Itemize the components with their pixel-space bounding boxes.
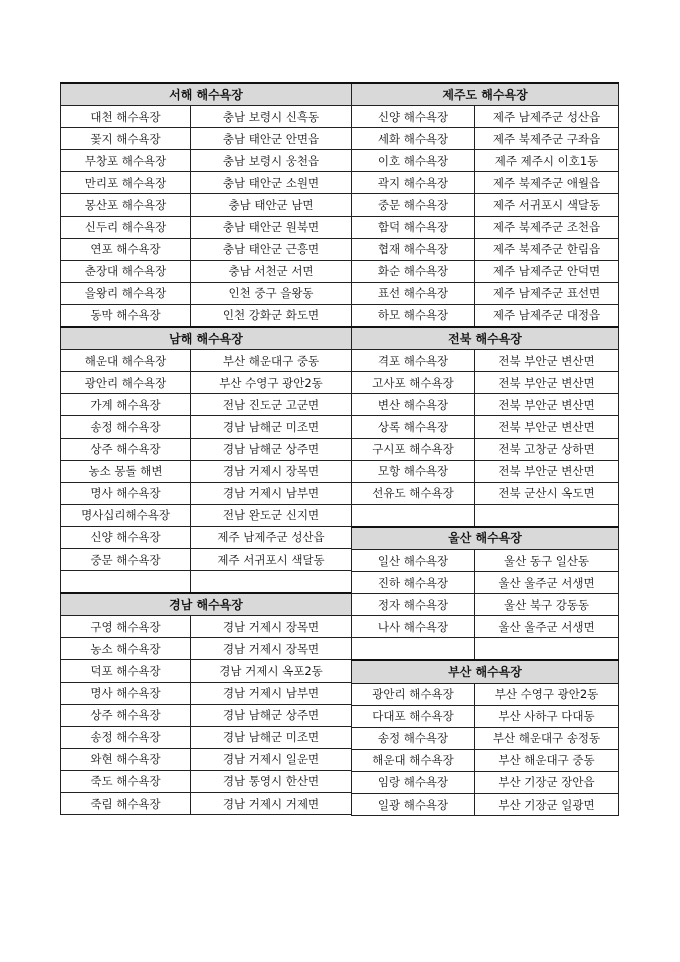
beach-location: 부산 해운대구 중동	[191, 350, 352, 372]
beach-name: 명사 해수욕장	[61, 682, 191, 704]
table-row	[352, 705, 619, 727]
beach-name: 협재 해수욕장	[352, 238, 475, 260]
beach-name: 광안리 해수욕장	[352, 683, 475, 705]
beach-location: 경남 남해군 상주면	[191, 438, 352, 460]
beach-location: 경남 거제시 남부면	[191, 482, 352, 504]
beach-name: 나사 해수욕장	[352, 616, 475, 638]
section-title: 경남 해수욕장	[61, 593, 352, 616]
beach-name: 구시포 해수욕장	[352, 438, 475, 460]
section-header-row	[352, 327, 619, 350]
beach-name: 동막 해수욕장	[61, 304, 191, 327]
right-table-body	[352, 83, 619, 816]
beach-name: 무창포 해수욕장	[61, 150, 191, 172]
beach-location	[475, 504, 619, 527]
beach-location: 충남 보령시 신흑동	[191, 106, 352, 128]
beach-name: 해운대 해수욕장	[352, 749, 475, 771]
table-row	[352, 482, 619, 504]
table-row	[352, 106, 619, 128]
beach-name: 명사 해수욕장	[61, 482, 191, 504]
beach-location: 충남 태안군 소원면	[191, 172, 352, 194]
table-row	[61, 504, 352, 526]
beach-location: 경남 남해군 상주면	[191, 704, 352, 726]
table-row	[61, 571, 352, 594]
table-row	[352, 438, 619, 460]
table-row	[61, 372, 352, 394]
beach-location: 제주 남제주군 성산읍	[475, 106, 619, 128]
section-header-row	[61, 83, 352, 106]
beach-location: 충남 태안군 원북면	[191, 216, 352, 238]
table-row	[61, 793, 352, 815]
beach-location: 전북 부안군 변산면	[475, 372, 619, 394]
table-row	[61, 460, 352, 482]
beach-location: 전북 부안군 변산면	[475, 416, 619, 438]
table-row	[61, 150, 352, 172]
beach-location: 경남 거제시 옥포2동	[191, 660, 352, 682]
beach-name: 신양 해수욕장	[61, 526, 191, 548]
section-header-row	[352, 660, 619, 683]
beach-location: 경남 거제시 거제면	[191, 793, 352, 815]
beach-location: 전북 부안군 변산면	[475, 350, 619, 372]
table-row	[61, 238, 352, 260]
beach-name: 죽림 해수욕장	[61, 793, 191, 815]
beach-location: 부산 기장군 장안읍	[475, 771, 619, 793]
beach-name: 상주 해수욕장	[61, 704, 191, 726]
section-title: 부산 해수욕장	[352, 660, 619, 683]
table-row	[61, 260, 352, 282]
beach-location: 부산 해운대구 송정동	[475, 727, 619, 749]
table-row	[352, 172, 619, 194]
table-row	[61, 726, 352, 748]
jeju-jeonbuk-ulsan-busan-beach-table	[351, 82, 619, 816]
beach-location	[475, 638, 619, 661]
table-row	[352, 194, 619, 216]
beach-name: 상주 해수욕장	[61, 438, 191, 460]
beach-name: 농소 해수욕장	[61, 638, 191, 660]
table-row	[352, 416, 619, 438]
beach-name: 만리포 해수욕장	[61, 172, 191, 194]
beach-name: 을왕리 해수욕장	[61, 282, 191, 304]
table-row	[61, 282, 352, 304]
table-row	[61, 416, 352, 438]
table-row	[352, 727, 619, 749]
table-row	[61, 394, 352, 416]
table-row	[352, 394, 619, 416]
section-header-row	[61, 593, 352, 616]
table-row	[352, 350, 619, 372]
section-title: 남해 해수욕장	[61, 327, 352, 350]
beach-name	[352, 504, 475, 527]
table-row	[61, 638, 352, 660]
beach-location: 전남 진도군 고군면	[191, 394, 352, 416]
beach-location: 부산 해운대구 중동	[475, 749, 619, 771]
beach-name: 변산 해수욕장	[352, 394, 475, 416]
beach-name: 농소 몽돌 해변	[61, 460, 191, 482]
beach-location: 전남 완도군 신지면	[191, 504, 352, 526]
beach-name: 이호 해수욕장	[352, 150, 475, 172]
beach-name: 중문 해수욕장	[61, 548, 191, 570]
beach-name	[352, 638, 475, 661]
beach-location: 인천 강화군 화도면	[191, 304, 352, 327]
table-row	[352, 749, 619, 771]
table-row	[61, 682, 352, 704]
beach-location: 경남 거제시 장목면	[191, 460, 352, 482]
beach-location: 경남 거제시 장목면	[191, 638, 352, 660]
beach-location: 제주 남제주군 표선면	[475, 282, 619, 304]
beach-name: 상록 해수욕장	[352, 416, 475, 438]
beach-location: 제주 남제주군 성산읍	[191, 526, 352, 548]
section-title: 울산 해수욕장	[352, 527, 619, 550]
beach-location: 부산 수영구 광안2동	[191, 372, 352, 394]
table-row	[352, 771, 619, 793]
beach-location: 전북 부안군 변산면	[475, 460, 619, 482]
beach-location: 제주 서귀포시 색달동	[475, 194, 619, 216]
beach-name: 중문 해수욕장	[352, 194, 475, 216]
beach-location: 경남 남해군 미조면	[191, 416, 352, 438]
beach-location: 경남 통영시 한산면	[191, 770, 352, 792]
section-title: 제주도 해수욕장	[352, 83, 619, 106]
table-row	[352, 460, 619, 482]
beach-name: 정자 해수욕장	[352, 594, 475, 616]
table-row	[352, 128, 619, 150]
beach-name: 하모 해수욕장	[352, 304, 475, 327]
beach-name: 신양 해수욕장	[352, 106, 475, 128]
beach-location: 제주 서귀포시 색달동	[191, 548, 352, 570]
table-row	[61, 172, 352, 194]
table-row	[352, 594, 619, 616]
table-row	[61, 482, 352, 504]
west-south-gyeongnam-beach-table	[60, 82, 352, 815]
beach-location: 부산 기장군 일광면	[475, 794, 619, 816]
beach-name: 함덕 해수욕장	[352, 216, 475, 238]
table-row	[61, 526, 352, 548]
beach-location: 제주 북제주군 조천읍	[475, 216, 619, 238]
beach-name: 가계 해수욕장	[61, 394, 191, 416]
beach-location: 충남 태안군 근흥면	[191, 238, 352, 260]
beach-name: 광안리 해수욕장	[61, 372, 191, 394]
table-row	[61, 194, 352, 216]
table-row	[61, 350, 352, 372]
beach-location: 경남 남해군 미조면	[191, 726, 352, 748]
table-row	[61, 216, 352, 238]
beach-location: 울산 울주군 서생면	[475, 616, 619, 638]
beach-name: 송정 해수욕장	[352, 727, 475, 749]
beach-location: 충남 태안군 남면	[191, 194, 352, 216]
table-row	[352, 282, 619, 304]
table-row	[352, 238, 619, 260]
beach-location: 경남 거제시 장목면	[191, 616, 352, 638]
beach-location: 제주 남제주군 대정읍	[475, 304, 619, 327]
beach-name: 송정 해수욕장	[61, 416, 191, 438]
beach-location: 제주 제주시 이호1동	[475, 150, 619, 172]
beach-name: 해운대 해수욕장	[61, 350, 191, 372]
beach-name: 화순 해수욕장	[352, 260, 475, 282]
beach-location: 부산 수영구 광안2동	[475, 683, 619, 705]
table-row	[352, 638, 619, 661]
table-row	[352, 216, 619, 238]
beach-name: 명사십리해수욕장	[61, 504, 191, 526]
beach-name: 모항 해수욕장	[352, 460, 475, 482]
table-row	[352, 572, 619, 594]
beach-location	[191, 571, 352, 594]
beach-location: 제주 북제주군 구좌읍	[475, 128, 619, 150]
beach-name: 곽지 해수욕장	[352, 172, 475, 194]
beach-name: 다대포 해수욕장	[352, 705, 475, 727]
beach-name: 연포 해수욕장	[61, 238, 191, 260]
beach-location: 충남 태안군 안면읍	[191, 128, 352, 150]
section-header-row	[352, 83, 619, 106]
table-row	[61, 704, 352, 726]
section-header-row	[352, 527, 619, 550]
beach-name: 진하 해수욕장	[352, 572, 475, 594]
table-row	[352, 549, 619, 571]
beach-name: 일광 해수욕장	[352, 794, 475, 816]
beach-name: 신두리 해수욕장	[61, 216, 191, 238]
beach-location: 전북 고창군 상하면	[475, 438, 619, 460]
beach-name: 선유도 해수욕장	[352, 482, 475, 504]
table-row	[352, 372, 619, 394]
table-row	[61, 748, 352, 770]
section-title: 서해 해수욕장	[61, 83, 352, 106]
beach-name: 격포 해수욕장	[352, 350, 475, 372]
table-row	[352, 794, 619, 816]
beach-name: 죽도 해수욕장	[61, 770, 191, 792]
left-table-body	[61, 83, 352, 815]
beach-name: 고사포 해수욕장	[352, 372, 475, 394]
table-row	[352, 683, 619, 705]
beach-location: 충남 서천군 서면	[191, 260, 352, 282]
section-header-row	[61, 327, 352, 350]
beach-location: 전북 군산시 옥도면	[475, 482, 619, 504]
beach-name	[61, 571, 191, 594]
table-row	[61, 548, 352, 570]
table-row	[61, 660, 352, 682]
beach-name: 춘장대 해수욕장	[61, 260, 191, 282]
beach-name: 덕포 해수욕장	[61, 660, 191, 682]
table-row	[352, 150, 619, 172]
beach-location: 울산 울주군 서생면	[475, 572, 619, 594]
table-row	[61, 616, 352, 638]
beach-location: 충남 보령시 웅천읍	[191, 150, 352, 172]
table-row	[61, 438, 352, 460]
beach-name: 표선 해수욕장	[352, 282, 475, 304]
beach-name: 일산 해수욕장	[352, 549, 475, 571]
beach-location: 전북 부안군 변산면	[475, 394, 619, 416]
beach-location: 울산 북구 강동동	[475, 594, 619, 616]
beach-location: 경남 거제시 일운면	[191, 748, 352, 770]
table-row	[61, 106, 352, 128]
beach-name: 꽃지 해수욕장	[61, 128, 191, 150]
beach-location: 경남 거제시 남부면	[191, 682, 352, 704]
beach-location: 인천 중구 을왕동	[191, 282, 352, 304]
table-row	[352, 616, 619, 638]
beach-name: 몽산포 해수욕장	[61, 194, 191, 216]
beach-name: 대천 해수욕장	[61, 106, 191, 128]
table-row	[61, 128, 352, 150]
beach-name: 세화 해수욕장	[352, 128, 475, 150]
beach-name: 임랑 해수욕장	[352, 771, 475, 793]
beach-name: 구영 해수욕장	[61, 616, 191, 638]
beach-name: 송정 해수욕장	[61, 726, 191, 748]
section-title: 전북 해수욕장	[352, 327, 619, 350]
beach-location: 제주 북제주군 한림읍	[475, 238, 619, 260]
table-row	[352, 304, 619, 327]
table-row	[61, 770, 352, 792]
table-row	[61, 304, 352, 327]
beach-location: 울산 동구 일산동	[475, 549, 619, 571]
table-row	[352, 260, 619, 282]
beach-name: 와현 해수욕장	[61, 748, 191, 770]
beach-location: 제주 남제주군 안덕면	[475, 260, 619, 282]
beach-location: 제주 북제주군 애월읍	[475, 172, 619, 194]
table-row	[352, 504, 619, 527]
beach-location: 부산 사하구 다대동	[475, 705, 619, 727]
